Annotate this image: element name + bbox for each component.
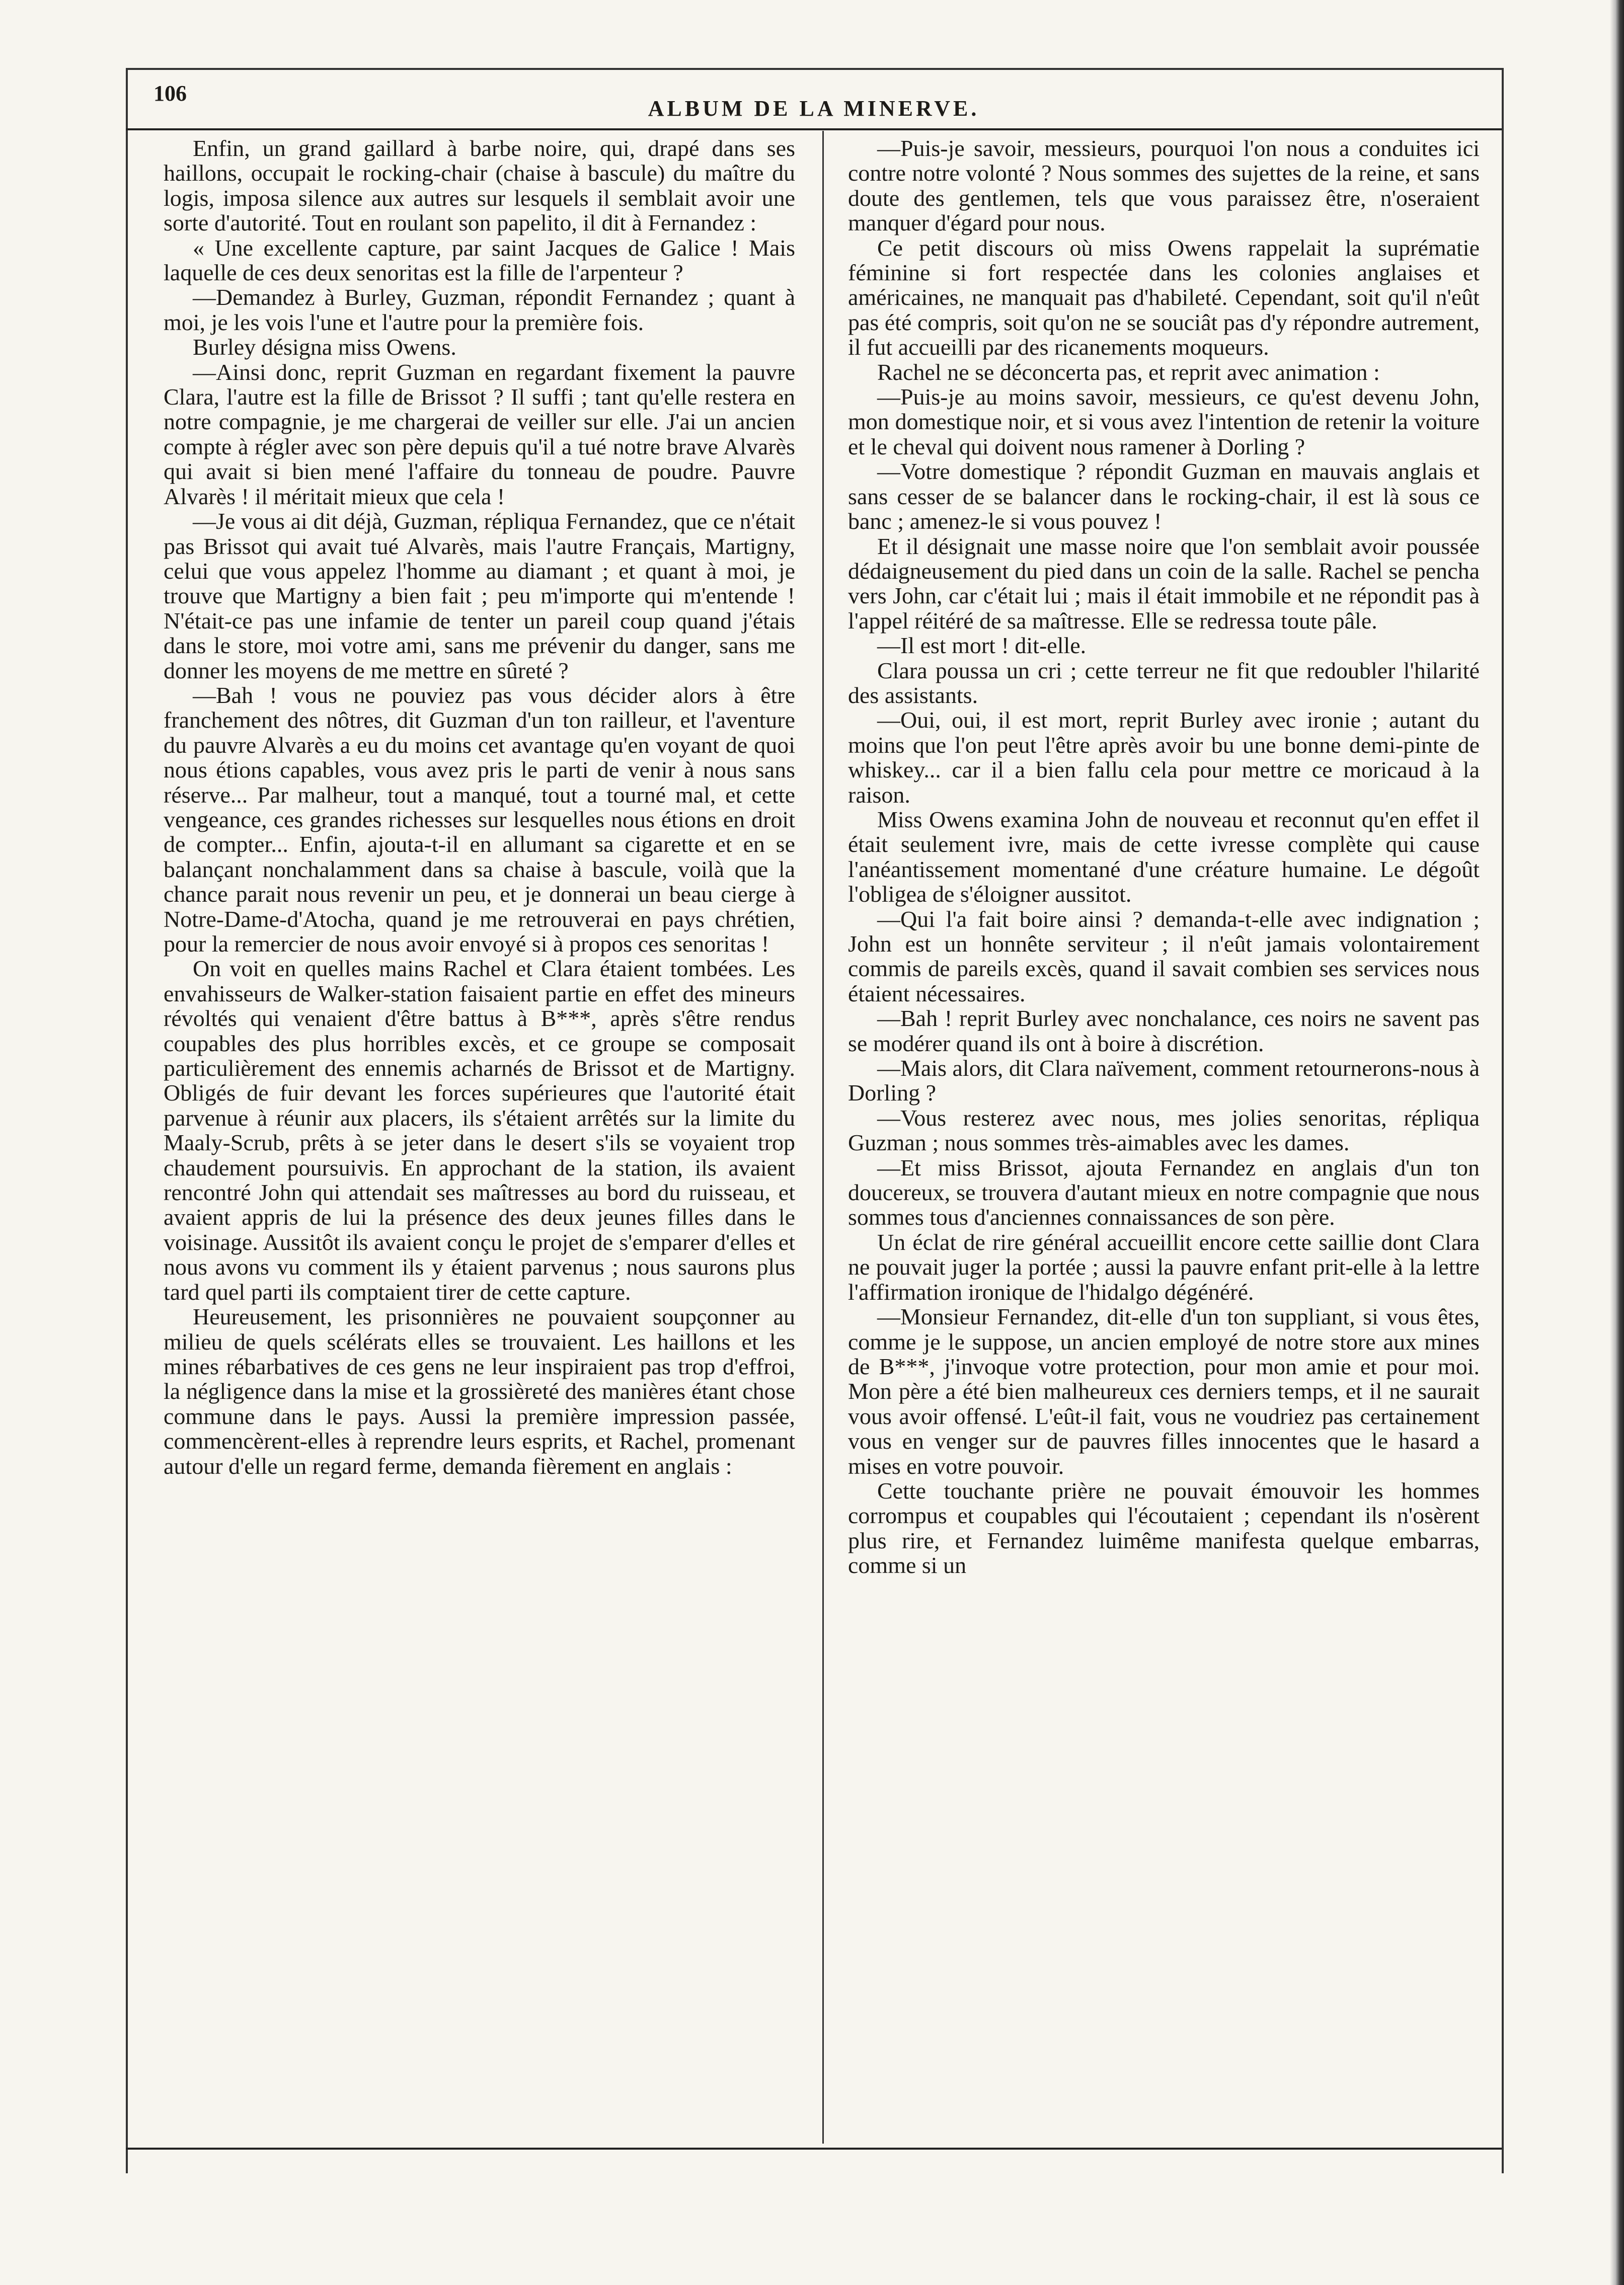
- binding-edge: [1610, 0, 1624, 2285]
- paragraph: Enfin, un grand gaillard à barbe noire, qui, drapé dans ses haillons, occupait le rocking-chair (chaise à bascule) du maître du logis, imposa silence aux autres sur lesquels il semblait avoir une sorte d'autorité. Tout en roulant son papelito, il dit à Fernandez :: [164, 136, 795, 236]
- paragraph: —Oui, oui, il est mort, reprit Burley avec ironie ; autant du moins que l'on peut l'être après avoir bu une bonne demi-pinte de whiskey... car il a bien fallu cela pour mettre ce moricaud à la raison.: [848, 707, 1480, 808]
- column-divider: [822, 131, 824, 2144]
- header-rule: [126, 128, 1502, 130]
- paragraph: —Ainsi donc, reprit Guzman en regardant fixement la pauvre Clara, l'autre est la fille de Brissot ? Il suffi ; tant qu'elle restera en notre compagnie, je me chargerai de veiller sur elle. J'ai un ancien compte à régler avec son père depuis qu'il a tué notre brave Alvarès qui avait si bien mené l'affaire du tonneau de poudre. Pauvre Alvarès ! il méritait mieux que cela !: [164, 359, 795, 509]
- page-number: 106: [153, 81, 187, 106]
- paragraph: —Bah ! vous ne pouviez pas vous décider alors à être franchement des nôtres, dit Guzman d'un ton railleur, et l'aventure du pauvre Alvarès a eu du moins cet avantage qu'en voyant de quoi nous étions capables, vous avez pris le parti de venir à nous sans réserve... Par malheur, tout a manqué, tout a tourné mal, et cette vengeance, ces grandes richesses sur lesquelles nous étions en droit de compter... Enfin, ajouta-t-il en allumant sa cigarette et en se balançant nonchalamment dans sa chaise à bascule, voilà que la chance parait nous revenir un peu, et je donnerai un beau cierge à Notre-Dame-d'Atocha, quand je me retrouverai en pays chrétien, pour la remercier de nous avoir envoyé si à propos ces senoritas !: [164, 682, 795, 957]
- paragraph: —Il est mort ! dit-elle.: [877, 633, 1087, 659]
- paragraph: Miss Owens examina John de nouveau et reconnut qu'en effet il était seulement ivre, mais de cette ivresse complète qui cause l'anéantissement momentané d'une créature humaine. Le dégoût l'obligea de s'éloigner aussitot.: [848, 806, 1480, 907]
- paragraph: Burley désigna miss Owens.: [193, 334, 456, 360]
- paragraph: —Vous resterez avec nous, mes jolies senoritas, répliqua Guzman ; nous sommes très-aimables avec les dames.: [848, 1105, 1480, 1156]
- paragraph: Clara poussa un cri ; cette terreur ne fit que redoubler l'hilarité des assistants.: [848, 657, 1480, 708]
- paragraph: —Bah ! reprit Burley avec nonchalance, ces noirs ne savent pas se modérer quand ils ont à boire à discrétion.: [848, 1005, 1480, 1056]
- left-column: [164, 136, 795, 2141]
- paragraph: —Mais alors, dit Clara naïvement, comment retournerons-nous à Dorling ?: [848, 1055, 1480, 1106]
- paragraph: —Et miss Brissot, ajouta Fernandez en anglais d'un ton doucereux, se trouvera d'autant mieux en notre compagnie que nous sommes tous d'anciennes connaissances de son père.: [848, 1154, 1480, 1230]
- page-header: [126, 68, 1502, 123]
- running-title: ALBUM DE LA MINERVE.: [648, 96, 980, 121]
- paragraph: —Demandez à Burley, Guzman, répondit Fernandez ; quant à moi, je les vois l'une et l'autre pour la première fois.: [164, 284, 795, 335]
- paragraph: —Puis-je au moins savoir, messieurs, ce qu'est devenu John, mon domestique noir, et si vous avez l'intention de retenir la voiture et le cheval qui doivent nous ramener à Dorling ?: [848, 384, 1480, 459]
- paragraph: Ce petit discours où miss Owens rappelait la suprématie féminine si fort respectée dans les colonies anglaises et américaines, ne manquait pas d'habileté. Cependant, soit qu'il n'eût pas été compris, soit qu'on ne se souciât pas d'y répondre autrement, il fut accueilli par des ricanements moqueurs.: [848, 234, 1480, 360]
- paragraph: —Je vous ai dit déjà, Guzman, répliqua Fernandez, que ce n'était pas Brissot qui avait tué Alvarès, mais l'autre Français, Martigny, celui que vous appelez l'homme au diamant ; et quant à moi, je trouve que Martigny a bien fait ; peu m'importe qui m'entende ! N'était-ce pas une infamie de tenter un pareil coup quand j'étais dans le store, moi votre ami, sans me prévenir du danger, sans me donner les moyens de me mettre en sûreté ?: [164, 508, 795, 683]
- paragraph: —Qui l'a fait boire ainsi ? demanda-t-elle avec indignation ; John est un honnête serviteur ; il n'eût jamais volontairement commis de pareils excès, quand il savait combien ses services nous étaient nécessaires.: [848, 906, 1480, 1006]
- paragraph: « Une excellente capture, par saint Jacques de Galice ! Mais laquelle de ces deux senoritas est la fille de l'arpenteur ?: [164, 234, 795, 286]
- paragraph: Un éclat de rire général accueillit encore cette saillie dont Clara ne pouvait juger la portée ; aussi la pauvre enfant prit-elle à la lettre l'affirmation ironique de l'hidalgo dégénéré.: [848, 1229, 1480, 1305]
- paragraph: Cette touchante prière ne pouvait émouvoir les hommes corrompus et coupables qui l'écoutaient ; cependant ils n'osèrent plus rire, et Fernandez luimême manifesta quelque embarras, comme si un: [848, 1477, 1480, 1579]
- paragraph: —Monsieur Fernandez, dit-elle d'un ton suppliant, si vous êtes, comme je le suppose, un ancien employé de notre store aux mines de B***, j'invoque votre protection, pour mon amie et pour moi. Mon père a été bien malheureux ces derniers temps, et il ne saurait vous avoir offensé. L'eût-il fait, vous ne voudriez pas certainement vous en venger sur de pauvres filles innocentes que le hasard a mises en votre pouvoir.: [848, 1304, 1480, 1479]
- paragraph: Heureusement, les prisonnières ne pouvaient soupçonner au milieu de quels scélérats elles se trouvaient. Les haillons et les mines rébarbatives de ces gens ne leur inspiraient pas trop d'effroi, la négligence dans la mise et la grossièreté des manières étant chose commune dans le pays. Aussi la première impression passée, commencèrent-elles à reprendre leurs esprits, et Rachel, promenant autour d'elle un regard ferme, demanda fièrement en anglais :: [164, 1304, 795, 1479]
- right-column: [848, 136, 1480, 2141]
- paragraph: —Puis-je savoir, messieurs, pourquoi l'on nous a conduites ici contre notre volonté ? Nous sommes des sujettes de la reine, et sans doute des gentlemen, tels que vous paraissez être, n'oseraient manquer d'égard pour nous.: [848, 136, 1480, 236]
- bottom-rule: [126, 2148, 1502, 2150]
- paragraph: On voit en quelles mains Rachel et Clara étaient tombées. Les envahisseurs de Walker-station faisaient partie en effet des mineurs révoltés qui venaient d'être battus à B***, après s'être rendus coupables des plus horribles excès, et ce groupe se composait particulièrement des ennemis acharnés de Brissot et de Martigny. Obligés de fuir devant les forces supérieures que l'autorité était parvenue à réunir aux placers, ils s'étaient arrêtés sur la limite du Maaly-Scrub, prêts à se jeter dans le desert s'ils se voyaient trop chaudement poursuivis. En approchant de la station, ils avaient rencontré John qui attendait ses maîtresses au bord du ruisseau, et avaient appris de lui la présence des deux jeunes filles dans le voisinage. Aussitôt ils avaient conçu le projet de s'emparer d'elles et nous avons vu comment ils y étaient parvenus ; nous saurons plus tard quel parti ils comptaient tirer de cette capture.: [164, 956, 795, 1305]
- paragraph: —Votre domestique ? répondit Guzman en mauvais anglais et sans cesser de se balancer dans le rocking-chair, il est là sous ce banc ; amenez-le si vous pouvez !: [848, 458, 1480, 534]
- paragraph: Rachel ne se déconcerta pas, et reprit avec animation :: [877, 359, 1380, 385]
- paragraph: Et il désignait une masse noire que l'on semblait avoir poussée dédaigneusement du pied dans un coin de la salle. Rachel se pencha vers John, car c'était lui ; mais il était immobile et ne répondit pas à l'appel réitéré de sa maîtresse. Elle se redressa toute pâle.: [848, 533, 1480, 634]
